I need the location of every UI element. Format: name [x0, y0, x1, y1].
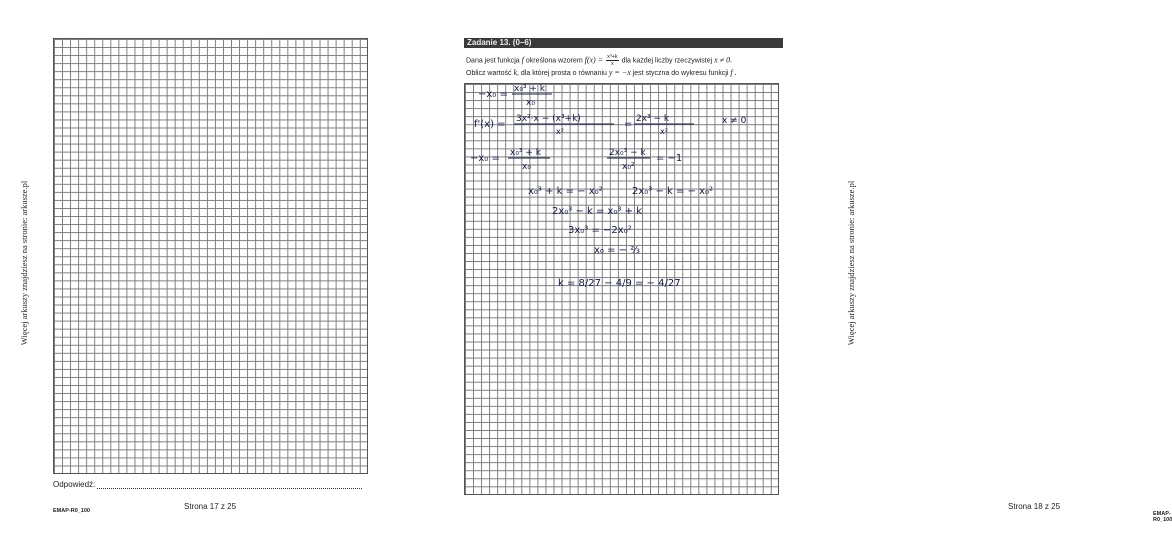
exam-code: EMAP-R0_100	[53, 508, 90, 514]
hw-line3-num: x₀³ + k	[510, 148, 542, 158]
hw-line4b: 2x₀³ − k = − x₀²	[632, 186, 714, 197]
answer-grid	[53, 38, 368, 474]
hw-line2-eq: =	[624, 119, 633, 130]
hw-line4a: x₀³ + k = − x₀²	[528, 186, 603, 197]
hw-line3-lhs: −x₀ =	[470, 153, 500, 164]
hw-line1-den: x₀	[526, 98, 535, 108]
page-number: Strona 18 z 25	[1008, 502, 1061, 511]
hw-line1-num: x₀³ + k	[514, 84, 546, 94]
hw-line3-rhs: = −1	[656, 153, 683, 164]
hw-line6: 3x₀³ = −2x₀²	[568, 225, 632, 236]
task-statement-line1: Dana jest funkcja f określona wzorem f(x) = $\frac{\text{x³+k}}{x}$ dla każdej liczby rzeczywistej x ≠ 0.	[466, 54, 733, 67]
hw-line2-lhs: f'(x) =	[474, 119, 506, 130]
side-text: Więcej arkuszy znajdziesz na stronie: arkusze.pl	[846, 180, 856, 346]
formula-fraction: $\frac{\text{x³+k}}{x}$	[607, 54, 618, 67]
answer-line	[53, 480, 362, 489]
task-header: Zadanie 13. (0–6)	[464, 38, 783, 48]
hw-line7: x₀ = − ⅔	[594, 245, 640, 256]
hw-line2-num2: 2x³ − k	[636, 114, 670, 124]
answer-dotted-line	[97, 481, 362, 489]
hw-line5: 2x₀³ − k = x₀³ + k	[552, 206, 643, 217]
side-text: Więcej arkuszy znajdziesz na stronie: arkusze.pl	[19, 180, 29, 346]
hw-line2-den2: x²	[660, 127, 668, 136]
hw-line2-den: x²	[556, 127, 564, 136]
hw-line1-lhs: −x₀ =	[478, 89, 508, 100]
hw-line2-cond: x ≠ 0	[722, 116, 747, 126]
left-page	[0, 0, 414, 551]
hw-line2-num: 3x²·x − (x³+k)	[516, 114, 581, 124]
exam-code: EMAP-R0_100	[1153, 511, 1172, 523]
hw-line8: k = 8/27 − 4/9 = − 4/27	[558, 278, 681, 289]
page-number: Strona 17 z 25	[184, 502, 237, 511]
answer-label: Odpowiedź:	[53, 480, 96, 489]
hw-line3-num2: 2x₀³ − k	[609, 148, 646, 158]
hw-line3-den2: x₀²	[622, 162, 635, 172]
task-statement-line2: Oblicz wartość k, dla której prosta o równaniu y = −x jest styczna do wykresu funkcji f .	[466, 68, 737, 77]
handwritten-solution	[464, 83, 777, 303]
hw-line3-den: x₀	[522, 162, 531, 172]
